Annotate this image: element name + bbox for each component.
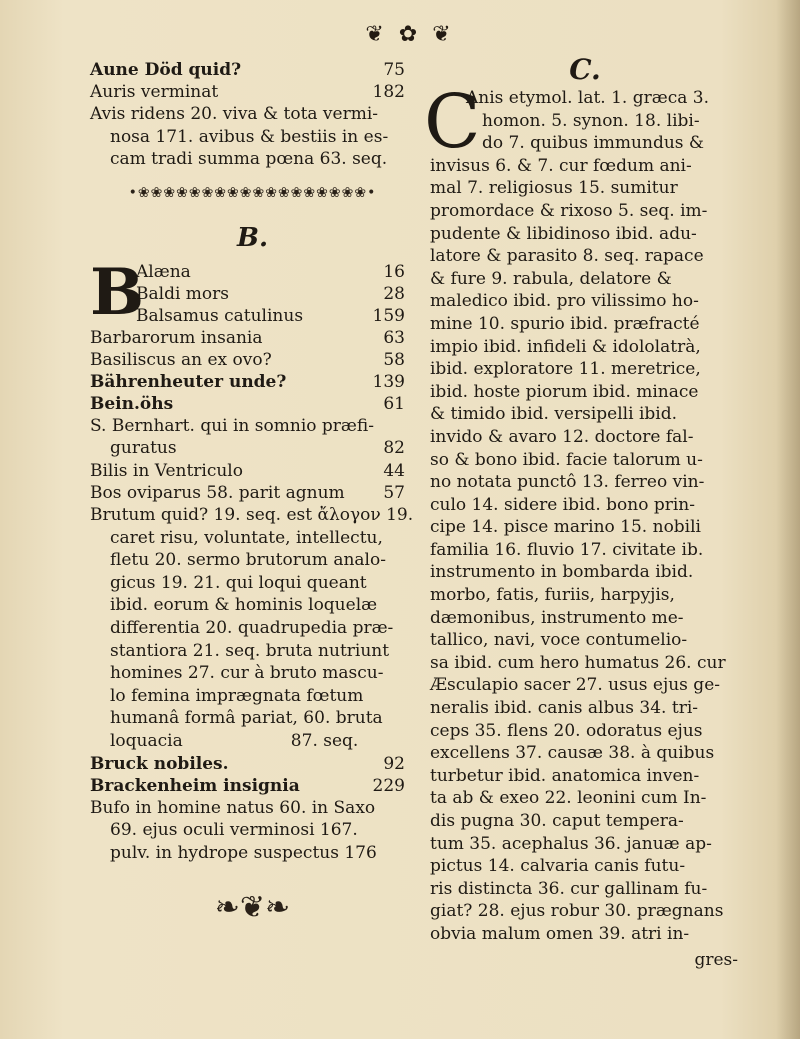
entry-page: 92 <box>383 753 405 774</box>
entry-term: Balsamus catulinus <box>136 305 304 326</box>
index-entry <box>136 283 415 305</box>
text-line: obvia malum omen 39. atri in- <box>430 923 690 944</box>
entry-term: Bilis in Ventriculo <box>90 460 243 481</box>
text-line: culo 14. sidere ibid. bono prin- <box>430 494 695 515</box>
dropcap-c: C <box>424 79 481 165</box>
text-line: promordace & rixoso 5. seq. im- <box>430 200 708 221</box>
page-gutter-shadow <box>776 0 800 1039</box>
index-entry <box>90 393 415 415</box>
entry-page: 159 <box>372 305 405 326</box>
text-line: mine 10. spurio ibid. præfracté <box>430 313 700 334</box>
left-column <box>90 55 415 925</box>
entry-term: Basiliscus an ex ovo? <box>90 349 272 370</box>
text-line: & timido ibid. versipelli ibid. <box>430 404 677 425</box>
text-line: dis pugna 30. caput tempera- <box>430 811 684 831</box>
text-line: turbetur ibid. anatomica inven- <box>430 765 700 786</box>
text-line: instrumento in bombarda ibid. <box>430 562 694 583</box>
entry-page: 61 <box>383 393 405 414</box>
text-line: tallico, navi, voce contumelio- <box>430 630 688 651</box>
text-line: stantiora 21. seq. bruta nutriunt <box>110 640 390 661</box>
brutum-entry <box>90 504 415 753</box>
text-line: do 7. quibus immundus & <box>482 133 705 154</box>
text-line: ta ab & exeo 22. leonini cum In- <box>430 788 707 809</box>
text-line: familia 16. fluvio 17. civitate ib. <box>430 539 704 560</box>
index-entry <box>90 327 415 349</box>
entry-page: 182 <box>372 82 405 102</box>
dropcap-entries <box>136 261 415 327</box>
entry-term: Barbarorum insania <box>90 327 263 348</box>
text-line: latore & parasito 8. seq. rapace <box>430 246 704 267</box>
text-line: pulv. in hydrope suspectus 176 <box>110 842 377 863</box>
entry-page: 82 <box>383 438 405 459</box>
text-line: maledico ibid. pro vilissimo ho- <box>430 291 699 312</box>
index-entry <box>90 460 415 482</box>
index-entry <box>90 81 415 103</box>
text-line: gicus 19. 21. qui loqui queant <box>110 572 367 593</box>
text-line: & fure 9. rabula, delatore & <box>430 268 672 289</box>
text-line: differentia 20. quadrupedia præ- <box>110 617 394 638</box>
index-entry <box>90 753 415 775</box>
dropcap-b: B <box>90 254 145 330</box>
text-line: Bufo in homine natus 60. in Saxo <box>90 797 376 818</box>
entry-page: 28 <box>383 283 405 304</box>
header-ornament: ❦ ✿ ❦ <box>365 22 455 47</box>
text-line: invido & avaro 12. doctore fal- <box>430 426 694 447</box>
entry-page: 58 <box>383 349 405 370</box>
text-line: cam tradi summa pœna 63. seq. <box>110 149 388 170</box>
entry-term: Bos oviparus 58. parit agnum <box>90 482 345 503</box>
text-line: ibid. eorum & hominis loquelæ <box>110 595 378 616</box>
text-line: dæmonibus, instrumento me- <box>430 607 684 628</box>
text-line: excellens 37. causæ 38. à quibus <box>430 743 715 764</box>
text-line: ibid. exploratore 11. meretrice, <box>430 359 701 380</box>
text-line: Anis etymol. lat. 1. græca 3. <box>466 88 709 108</box>
index-entry <box>90 482 415 504</box>
text-line: ceps 35. flens 20. odoratus ejus <box>430 720 703 741</box>
section-heading-c: C. <box>569 53 601 86</box>
text-line: cipe 14. pisce marino 15. nobili <box>430 517 701 538</box>
text-line: ibid. hoste piorum ibid. minace <box>430 381 699 402</box>
text-line: caret risu, voluntate, intellectu, <box>110 527 383 548</box>
bufo-entry <box>90 797 415 865</box>
text-line: nosa 171. avibus & bestiis in es- <box>110 126 389 147</box>
text-line: loquacia 87. seq. <box>110 730 359 751</box>
text-line: lo femina imprægnata fœtum <box>110 685 364 706</box>
text-line: fletu 20. sermo brutorum analo- <box>110 550 386 571</box>
text-line: sa ibid. cum hero humatus 26. cur <box>430 652 726 673</box>
section-c-text <box>424 79 740 946</box>
entry-page: 44 <box>383 460 405 481</box>
text-line: Brutum quid? 19. seq. est ἄλογον 19. <box>90 504 414 525</box>
entry-page: 75 <box>383 60 405 80</box>
entry-page: 229 <box>372 775 405 796</box>
entry-page: 57 <box>383 482 405 503</box>
entry-term: Brackenheim insignia <box>90 775 300 796</box>
entry-term: Baldi mors <box>136 283 229 304</box>
dropcap-block <box>90 254 415 330</box>
entry-page: 63 <box>383 327 405 348</box>
section-heading-b: B. <box>236 222 269 253</box>
entry-term: Alæna <box>136 261 191 282</box>
entry-term: Bruck nobiles. <box>90 753 229 774</box>
entry-term: Aune Död quid? <box>90 60 242 80</box>
text-line: S. Bernhart. qui in somnio præfi- <box>90 415 374 436</box>
text-line: invisus 6. & 7. cur fœdum ani- <box>430 155 692 176</box>
text-line: tum 35. acephalus 36. januæ ap- <box>430 833 712 854</box>
text-line: ris distincta 36. cur gallinam fu- <box>430 878 708 899</box>
text-line: impio ibid. infideli & idololatrà, <box>430 336 701 357</box>
text-line: 69. ejus oculi verminosi 167. <box>110 820 358 841</box>
entry-term: Bein.öhs <box>90 393 174 414</box>
text-line: Æsculapio sacer 27. usus ejus ge- <box>430 675 720 696</box>
bernhart-entry <box>90 415 415 460</box>
right-column <box>424 53 740 970</box>
index-entry <box>90 59 415 81</box>
entry-page: 16 <box>383 261 405 282</box>
index-entry <box>136 305 415 327</box>
text-line: pudente & libidinoso ibid. adu- <box>430 223 697 244</box>
text-line: giat? 28. ejus robur 30. prægnans <box>430 901 724 922</box>
text-line: no notata punctô 13. ferreo vin- <box>430 472 705 493</box>
text-line: homines 27. cur à bruto mascu- <box>110 663 384 684</box>
tail-ornament: ❧❦❧ <box>214 890 291 926</box>
text-line: homon. 5. synon. 18. libi- <box>482 110 700 131</box>
index-entry <box>90 371 415 393</box>
entry-term: Auris verminat <box>90 82 219 102</box>
index-entry <box>90 349 415 371</box>
catchword: gres- <box>694 949 738 970</box>
entry-term: Bährenheuter unde? <box>90 371 287 392</box>
text-line: pictus 14. calvaria canis futu- <box>430 856 686 877</box>
text-line: humanâ formâ pariat, 60. bruta <box>110 708 383 729</box>
text-line: Avis ridens 20. viva & tota vermi- <box>90 104 379 124</box>
avis-entry <box>90 103 415 171</box>
entry-page: 139 <box>372 371 405 392</box>
text-line: so & bono ibid. facie talorum u- <box>430 449 703 470</box>
text-line: mal 7. religiosus 15. sumitur <box>430 178 678 199</box>
text-line: neralis ibid. canis albus 34. tri- <box>430 698 698 719</box>
index-entry <box>136 261 415 283</box>
text-line: morbo, fatis, furiis, harpyjis, <box>430 585 675 606</box>
index-entry <box>90 775 415 797</box>
text-line: guratus <box>110 438 177 459</box>
ornament-divider: •❀❀❀❀❀❀❀❀❀❀❀❀❀❀❀❀❀❀• <box>128 184 377 201</box>
